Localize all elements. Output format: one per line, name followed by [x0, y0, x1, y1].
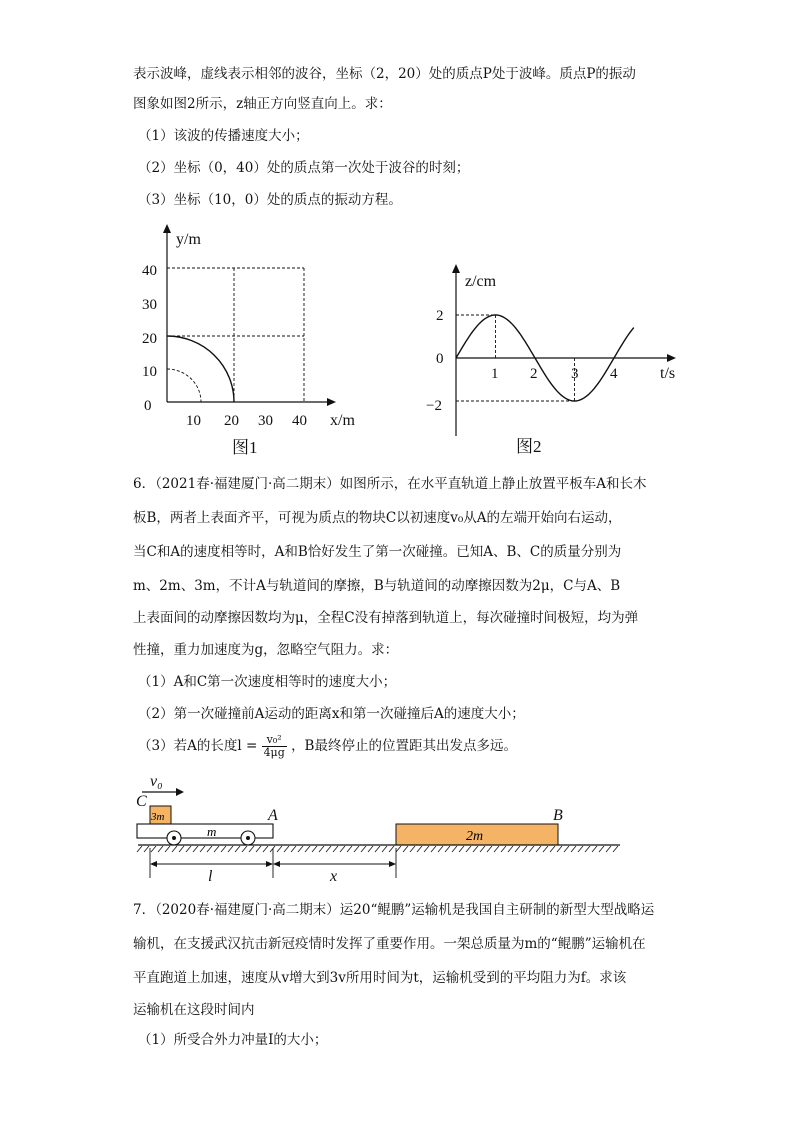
- q7-part1: （1）所受合外力冲量I的大小；: [138, 1032, 328, 1048]
- dim-l-arrow-left: [150, 861, 157, 867]
- dim-x-arrow-right: [389, 861, 396, 867]
- hatch-mark: [599, 846, 604, 852]
- fig2-t-label: t/s: [660, 365, 676, 382]
- fig1-ytick-0: 0: [144, 398, 152, 414]
- hatch-mark: [403, 846, 408, 852]
- hatch-mark: [235, 846, 240, 852]
- q6-fraction-denominator: 4μg: [263, 746, 285, 759]
- q6-part3-prefix: （3）若A的长度l =: [138, 738, 258, 754]
- hatch-mark: [319, 846, 324, 852]
- hatch-mark: [578, 846, 583, 852]
- cart-a-axle-right: [246, 836, 250, 840]
- hatch-mark: [389, 846, 394, 852]
- hatch-mark: [606, 846, 611, 852]
- fig1-xtick-10: 10: [186, 413, 201, 429]
- fig1-ytick-40: 40: [142, 263, 157, 279]
- fig1-xtick-40: 40: [292, 413, 307, 429]
- hatch-mark: [417, 846, 422, 852]
- hatch-mark: [613, 846, 618, 852]
- hatch-mark: [508, 846, 513, 852]
- fig2-ttick-4: 4: [610, 366, 618, 382]
- fig3-c-label: C: [136, 793, 147, 810]
- hatch-mark: [585, 846, 590, 852]
- fig3-v0-arrowhead: [176, 788, 184, 796]
- hatch-mark: [466, 846, 471, 852]
- q5-intro-line2: 图象如图2所示，z轴正方向竖直向上。求：: [133, 96, 392, 112]
- hatch-mark: [277, 846, 282, 852]
- hatch-mark: [172, 846, 177, 852]
- hatch-mark: [536, 846, 541, 852]
- hatch-mark: [347, 846, 352, 852]
- fig2-ttick-3: 3: [571, 366, 579, 382]
- hatch-mark: [522, 846, 527, 852]
- cart-a-label: A: [268, 807, 278, 824]
- hatch-mark: [249, 846, 254, 852]
- fig1-xtick-20: 20: [224, 413, 239, 429]
- q5-intro-line1: 表示波峰，虚线表示相邻的波谷，坐标（2，20）处的质点P处于波峰。质点P的振动: [133, 66, 636, 82]
- hatch-mark: [473, 846, 478, 852]
- q6-fraction-numerator: v₀²: [262, 734, 287, 747]
- hatch-mark: [543, 846, 548, 852]
- hatch-mark: [326, 846, 331, 852]
- fig1-x-arrow: [327, 398, 336, 406]
- hatch-mark: [158, 846, 163, 852]
- plank-b-mass: 2m: [466, 829, 484, 844]
- hatch-mark: [529, 846, 534, 852]
- hatch-mark: [151, 846, 156, 852]
- plank-b-label: B: [553, 807, 563, 824]
- hatch-mark: [396, 846, 401, 852]
- hatch-mark: [263, 846, 268, 852]
- fig1-trough-arc: [167, 369, 201, 402]
- hatch-mark: [459, 846, 464, 852]
- hatch-mark: [207, 846, 212, 852]
- figure2-chart: [420, 262, 676, 462]
- hatch-mark: [515, 846, 520, 852]
- hatch-mark: [291, 846, 296, 852]
- fig2-ztick-2: 2: [436, 308, 444, 324]
- figure1-diagram: [130, 222, 380, 462]
- q6-line2: 板B，两者上表面齐平，可视为质点的物块C以初速度v₀从A的左端开始向右运动，: [133, 510, 622, 526]
- dim-x-label: x: [330, 868, 338, 885]
- fig3-v0-label: v₀: [150, 773, 163, 790]
- q5-part3: （3）坐标（10，0）处的质点的振动方程。: [138, 192, 402, 208]
- fig2-ztick-0: 0: [436, 351, 444, 367]
- hatch-mark: [354, 846, 359, 852]
- dim-l-label: l: [208, 868, 213, 885]
- fig2-z-label: z/cm: [465, 273, 497, 290]
- q7-line1: 7．（2020春·福建厦门·高二期末）运20“鲲鹏”运输机是我国自主研制的新型大型战略运: [133, 902, 655, 918]
- fig2-ttick-2: 2: [530, 366, 538, 382]
- hatch-mark: [242, 846, 247, 852]
- hatch-mark: [557, 846, 562, 852]
- q7-line3: 平直跑道上加速，速度从v增大到3v所用时间为t，运输机受到的平均阻力为f。求该: [133, 970, 627, 986]
- q5-part2: （2）坐标（0，40）处的质点第一次处于波谷的时刻；: [138, 160, 470, 176]
- fig1-crest-arc: [167, 336, 234, 402]
- hatch-mark: [137, 846, 142, 852]
- hatch-mark: [375, 846, 380, 852]
- hatch-mark: [284, 846, 289, 852]
- hatch-mark: [501, 846, 506, 852]
- hatch-mark: [445, 846, 450, 852]
- hatch-mark: [270, 846, 275, 852]
- block-c-mass: 3m: [151, 811, 165, 823]
- dim-x-arrow-left: [273, 861, 280, 867]
- q6-part3: [138, 734, 517, 759]
- hatch-mark: [333, 846, 338, 852]
- hatch-mark: [550, 846, 555, 852]
- hatch-mark: [221, 846, 226, 852]
- hatch-mark: [438, 846, 443, 852]
- q6-line4: m、2m、3m，不计A与轨道间的摩擦，B与轨道间的动摩擦因数为2μ，C与A、B: [133, 578, 621, 594]
- hatch-mark: [214, 846, 219, 852]
- hatch-mark: [382, 846, 387, 852]
- hatch-mark: [368, 846, 373, 852]
- hatch-mark: [592, 846, 597, 852]
- hatch-mark: [431, 846, 436, 852]
- q6-part3-fraction: [262, 734, 287, 759]
- q6-line6: 性撞，重力加速度为g，忽略空气阻力。求：: [133, 642, 399, 658]
- fig1-y-arrow: [163, 224, 171, 233]
- hatch-mark: [305, 846, 310, 852]
- hatch-mark: [452, 846, 457, 852]
- hatch-mark: [144, 846, 149, 852]
- fig1-xtick-30: 30: [258, 413, 273, 429]
- q7-line4: 运输机在这段时间内: [133, 1002, 255, 1018]
- hatch-mark: [494, 846, 499, 852]
- hatch-mark: [200, 846, 205, 852]
- fig1-caption: 图1: [232, 438, 258, 457]
- hatch-mark: [179, 846, 184, 852]
- fig1-ytick-10: 10: [142, 364, 157, 380]
- hatch-mark: [340, 846, 345, 852]
- fig2-t-arrow: [667, 354, 676, 362]
- q6-line1: 6．（2021春·福建厦门·高二期末）如图所示，在水平直轨道上静止放置平板车A和长木: [133, 476, 647, 492]
- hatch-mark: [487, 846, 492, 852]
- hatch-mark: [165, 846, 170, 852]
- fig1-x-label: x/m: [330, 412, 355, 429]
- hatch-mark: [256, 846, 261, 852]
- q6-part2: （2）第一次碰撞前A运动的距离x和第一次碰撞后A的速度大小；: [138, 706, 525, 722]
- q5-part1: （1）该波的传播速度大小；: [138, 128, 309, 144]
- ground-hatching: [137, 846, 618, 852]
- q6-part1: （1）A和C第一次速度相等时的速度大小；: [138, 674, 397, 690]
- hatch-mark: [312, 846, 317, 852]
- fig2-ttick-1: 1: [491, 366, 499, 382]
- q6-part3-suffix: ，B最终停止的位置距其出发点多远。: [291, 738, 517, 754]
- hatch-mark: [424, 846, 429, 852]
- q7-line2: 输机，在支援武汉抗击新冠疫情时发挥了重要作用。一架总质量为m的“鲲鹏”运输机在: [133, 936, 646, 952]
- hatch-mark: [361, 846, 366, 852]
- figure3-diagram: [130, 768, 630, 888]
- q6-line5: 上表面间的动摩擦因数均为μ，全程C没有掉落到轨道上，每次碰撞时间极短，均为弹: [133, 610, 639, 626]
- hatch-mark: [186, 846, 191, 852]
- fig2-z-arrow: [452, 264, 460, 273]
- fig2-ztick-neg2: −2: [426, 398, 442, 414]
- hatch-mark: [571, 846, 576, 852]
- cart-a-axle-left: [172, 836, 176, 840]
- fig1-ytick-30: 30: [142, 297, 157, 313]
- fig1-ytick-20: 20: [142, 331, 157, 347]
- q6-line3: 当C和A的速度相等时，A和B恰好发生了第一次碰撞。已知A、B、C的质量分别为: [133, 544, 622, 560]
- fig2-caption: 图2: [516, 437, 542, 456]
- cart-a-mass: m: [207, 824, 217, 839]
- hatch-mark: [564, 846, 569, 852]
- hatch-mark: [480, 846, 485, 852]
- hatch-mark: [410, 846, 415, 852]
- hatch-mark: [228, 846, 233, 852]
- dim-l-arrow-right: [266, 861, 273, 867]
- fig1-y-label: y/m: [176, 231, 201, 248]
- hatch-mark: [193, 846, 198, 852]
- hatch-mark: [298, 846, 303, 852]
